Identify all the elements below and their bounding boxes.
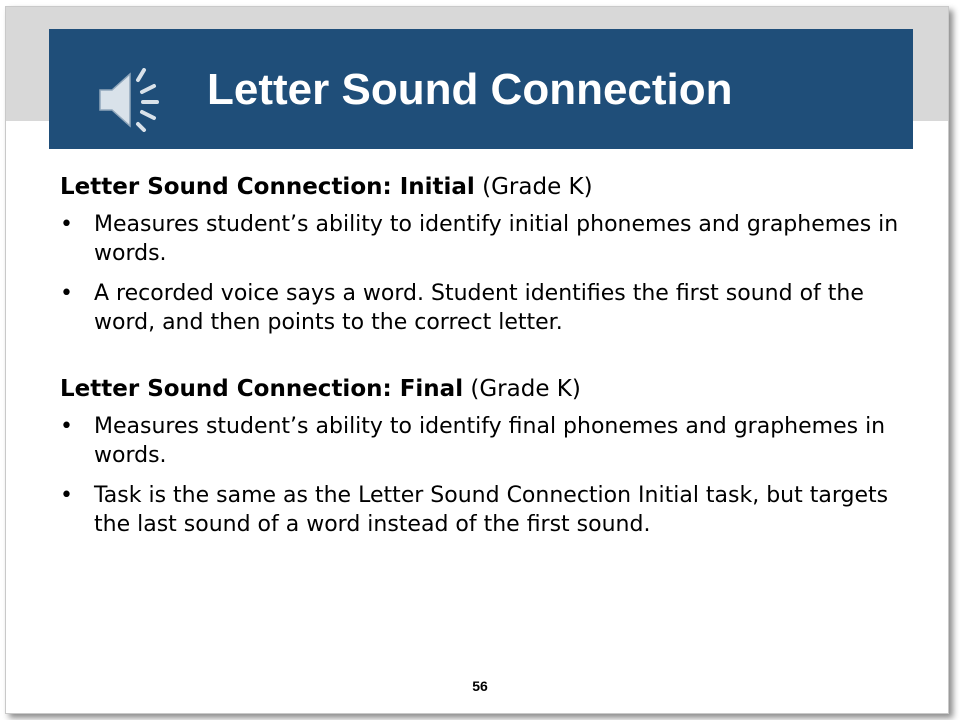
bullet-list-final <box>60 412 912 539</box>
bullet-text: A recorded voice says a word. Student identifies the first sound of the word, and then points to the correct letter. <box>94 281 864 335</box>
speaker-icon[interactable] <box>96 68 166 132</box>
list-item <box>60 210 912 268</box>
section-heading-grade: (Grade K) <box>474 174 593 200</box>
bullet-icon: • <box>60 483 73 508</box>
section-heading-grade: (Grade K) <box>463 376 581 402</box>
page-number: 56 <box>472 678 488 694</box>
list-item <box>60 481 912 539</box>
section-heading-initial <box>60 170 912 204</box>
section-heading-final <box>60 372 912 406</box>
list-item <box>60 412 912 470</box>
bullet-icon: • <box>60 414 73 439</box>
slide-title: Letter Sound Connection <box>207 65 733 114</box>
bullet-list-initial <box>60 210 912 337</box>
section-heading-bold: Letter Sound Connection: Initial <box>60 174 475 200</box>
bullet-text: Task is the same as the Letter Sound Connection Initial task, but targets the last sound of a word instead of the first sound. <box>94 483 889 537</box>
list-item <box>60 279 912 337</box>
bullet-icon: • <box>60 281 73 306</box>
bullet-text: Measures student’s ability to identify initial phonemes and graphemes in words. <box>94 212 899 266</box>
section-heading-bold: Letter Sound Connection: Final <box>60 376 464 402</box>
bullet-text: Measures student’s ability to identify final phonemes and graphemes in words. <box>94 414 886 468</box>
slide-content <box>60 170 912 550</box>
bullet-icon: • <box>60 212 73 237</box>
